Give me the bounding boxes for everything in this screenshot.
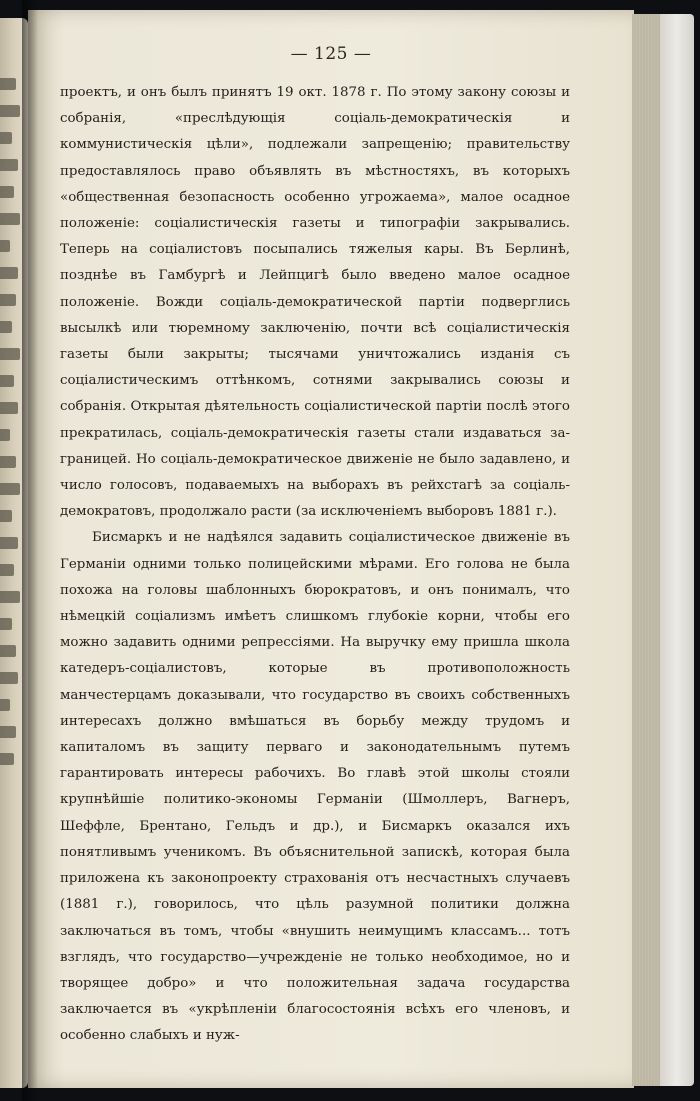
page-body-text	[60, 80, 570, 1050]
paragraph-1: проектъ, и онъ былъ принятъ 19 окт. 1878 г. По этому закону союзы и собранія, «преслѣдующія соціаль-демократическія и коммунистическія цѣли», подлежали запрещенію; правительству предоставлялось право объявлять въ мѣстностяхъ, въ которыхъ «общественная безопасность особенно угрожаема», малое осадное положеніе: соціалистическія газеты и типографіи закрывались. Теперь на соціалистовъ посыпались тяжелыя кары. Въ Берлинѣ, позднѣе въ Гамбургѣ и Лейпцигѣ было введено малое осадное положеніе. Вожди соціаль-демократической партіи подверглись высылкѣ или тюремному заключенію, почти всѣ соціалистическія газеты были закрыты; тысячами уничтожались изданія съ соціалистическимъ оттѣнкомъ, сотнями закрывались союзы и собранія. Открытая дѣятельность соціалистической партіи послѣ этого прекратилась, соціаль-демократическія газеты стали издаваться за-границей. Но соціаль-демократическое движеніе не было задавлено, и число голосовъ, подаваемыхъ на выборахъ въ рейхстагѣ за соціаль-демократовъ, продолжало расти (за исключеніемъ выборовъ 1881 г.).	[60, 85, 570, 520]
left-page-text-fragments	[0, 78, 24, 778]
page-gutter-shadow	[22, 0, 38, 1101]
page-stack-edges	[632, 14, 662, 1086]
paragraph-2: Бисмаркъ и не надѣялся задавить соціалистическое движеніе въ Германіи одними только полицейскими мѣрами. Его голова не была похожа на головы шаблонныхъ бюрократовъ, и онъ понималъ, что нѣмецкій соціализмъ имѣетъ слишкомъ глубокіе корни, чтобы его можно задавить одними репрессіями. На выручку ему пришла школа катедеръ-соціалистовъ, которые въ противоположность манчестерцамъ доказывали, что государство въ своихъ собственныхъ интересахъ должно вмѣшаться въ борьбу между трудомъ и капиталомъ въ защиту перваго и законодательнымъ путемъ гарантировать интересы рабочихъ. Во главѣ этой школы стояли крупнѣйшіе политико-экономы Германіи (Шмоллеръ, Вагнеръ, Шеффле, Брентано, Гельдъ и др.), и Бисмаркъ оказался ихъ понятливымъ ученикомъ. Въ объяснительной запискѣ, которая была приложена къ законопроекту страхованія отъ несчастныхъ случаевъ (1881 г.), говорилось, что цѣль разумной политики должна заключаться въ томъ, чтобы «внушить неимущимъ классамъ... тотъ взглядъ, что государство—учрежденіе не только необходимое, но и творящее добро» и что положительная задача государства заключается въ «укрѣпленіи благосостоянія всѣхъ его членовъ, и особенно слабыхъ и нуж-	[60, 530, 570, 1044]
page-number: — 125 —	[290, 44, 372, 64]
page-stack-shade	[660, 14, 694, 1086]
